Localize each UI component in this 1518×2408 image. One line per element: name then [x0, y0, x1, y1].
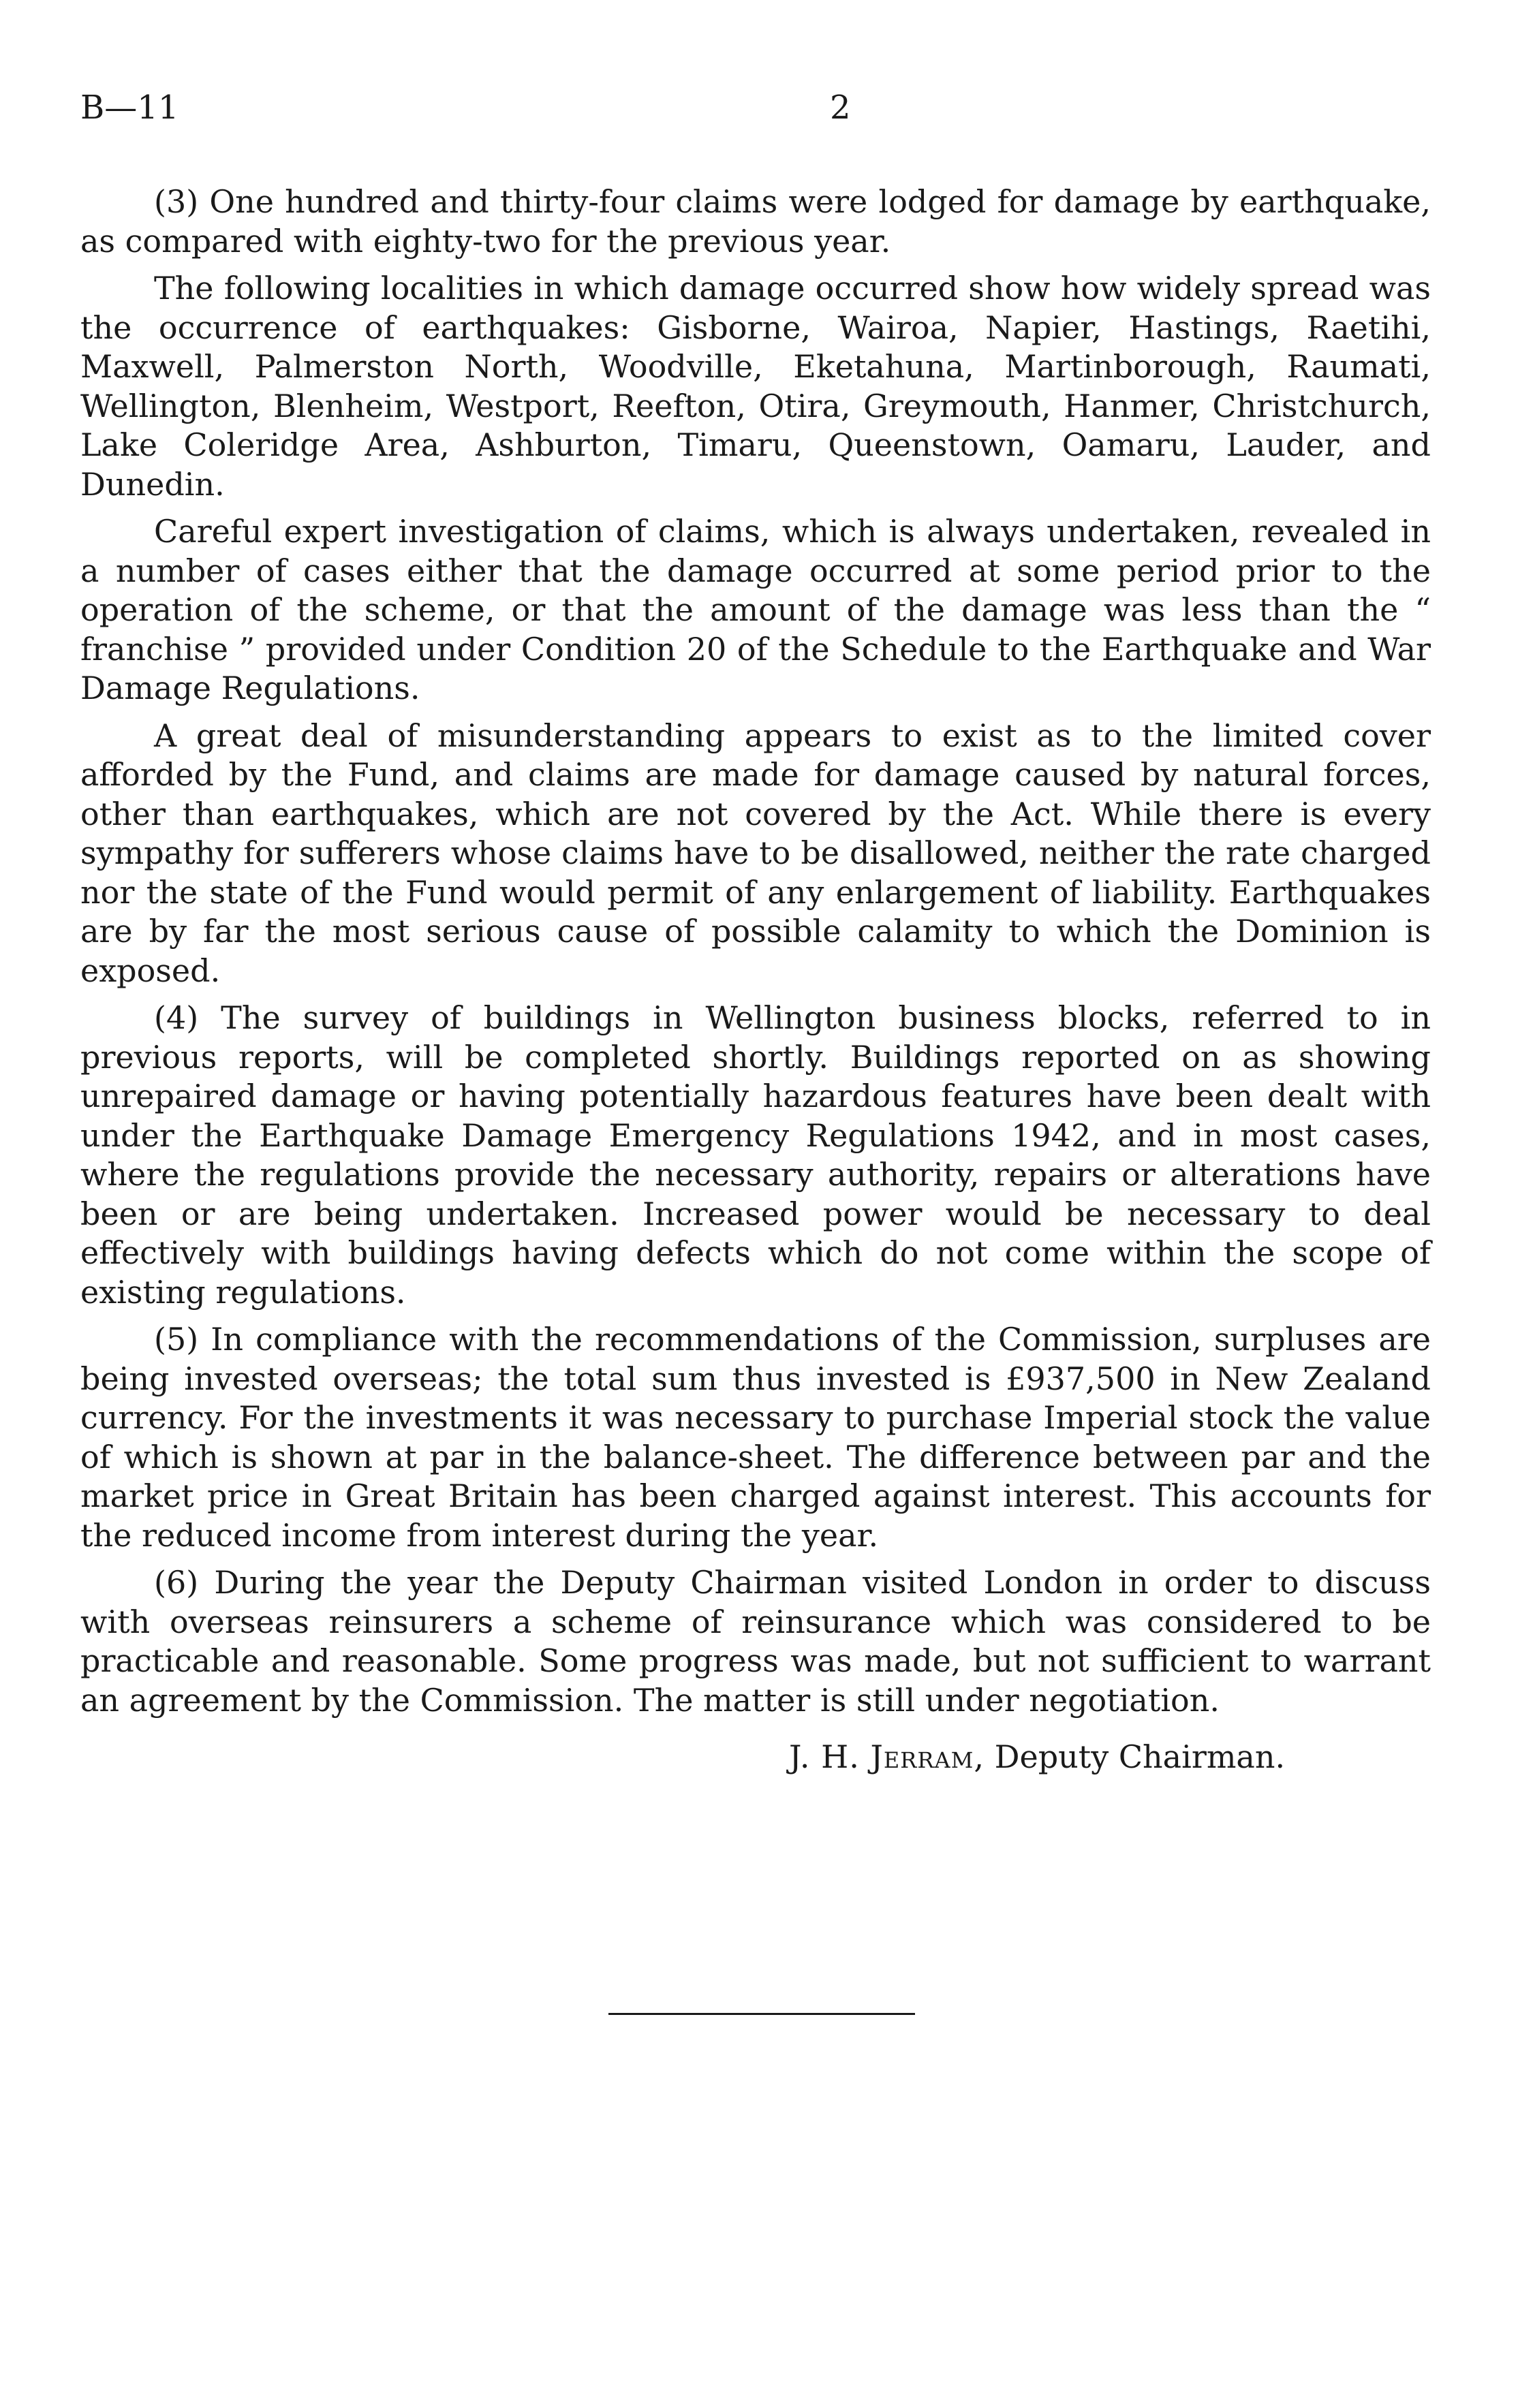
signature-block	[789, 1738, 1285, 1775]
paragraph-investments: (5) In compliance with the recommendations of the Commission, surpluses are being invested overseas; the total sum thus invested is £937,500 in New Zealand currency. For the investments it was necessary to purchase Imperial stock the value of which is shown at par in the balance-sheet. The difference between par and the market price in Great Britain has been charged against interest. This accounts for the reduced income from interest during the year.	[80, 1321, 1431, 1554]
signatory-name: J. H. Jerram,	[789, 1738, 985, 1775]
page-header	[80, 89, 1429, 136]
paragraph-localities: The following localities in which damage occurred show how widely spread was the occurrence of earthquakes: Gisborne, Wairoa, Napier, Hastings, Raetihi, Maxwell, Palmerston North, Woodville, Eketahuna, Martinborough, Raumati, Wellington, Blenheim, Westport, Reefton, Otira, Greymouth, Hanmer, Christchurch, Lake Coleridge Area, Ashburton, Timaru, Queenstown, Oamaru, Lauder, and Dunedin.	[80, 270, 1431, 503]
paragraph-investigation: Careful expert investigation of claims, which is always undertaken, revealed in a number of cases either that the damage occurred at some period prior to the operation of the scheme, or that the amount of the damage was less than the “ franchise ” provided under Condition 20 of the Schedule to the Earthquake and War Damage Regulations.	[80, 513, 1431, 706]
paragraph-limited-cover: A great deal of misunderstanding appears to exist as to the limited cover afforded by the Fund, and claims are made for damage caused by natural forces, other than earthquakes, which are not covered by the Act. While there is every sympathy for sufferers whose claims have to be disallowed, neither the rate charged nor the state of the Fund would permit of any enlargement of liability. Earthquakes are by far the most serious cause of possible calamity to which the Dominion is exposed.	[80, 717, 1431, 989]
paragraph-building-survey: (4) The survey of buildings in Wellington business blocks, referred to in previous reports, will be completed shortly. Buildings reported on as showing unrepaired damage or having potentially hazardous features have been dealt with under the Earthquake Damage Emergency Regulations 1942, and in most cases, where the regulations provide the necessary authority, repairs or alterations have been or are being undertaken. Increased power would be necessary to deal effectively with buildings having defects which do not come within the scope of existing regulations.	[80, 999, 1431, 1311]
page-number: 2	[830, 89, 851, 127]
paragraph-reinsurance: (6) During the year the Deputy Chairman visited London in order to discuss with overseas reinsurers a scheme of reinsurance which was considered to be practicable and reasonable. Some progress was made, but not sufficient to warrant an agreement by the Commission. The matter is still under negotiation.	[80, 1564, 1431, 1719]
closing-rule	[608, 2013, 915, 2015]
report-body	[80, 183, 1431, 1728]
paragraph-claims-lodged: (3) One hundred and thirty-four claims were lodged for damage by earthquake, as compared with eighty-two for the previous year.	[80, 183, 1431, 260]
document-code: B—11	[80, 89, 179, 127]
signatory-title: Deputy Chairman.	[994, 1738, 1286, 1775]
